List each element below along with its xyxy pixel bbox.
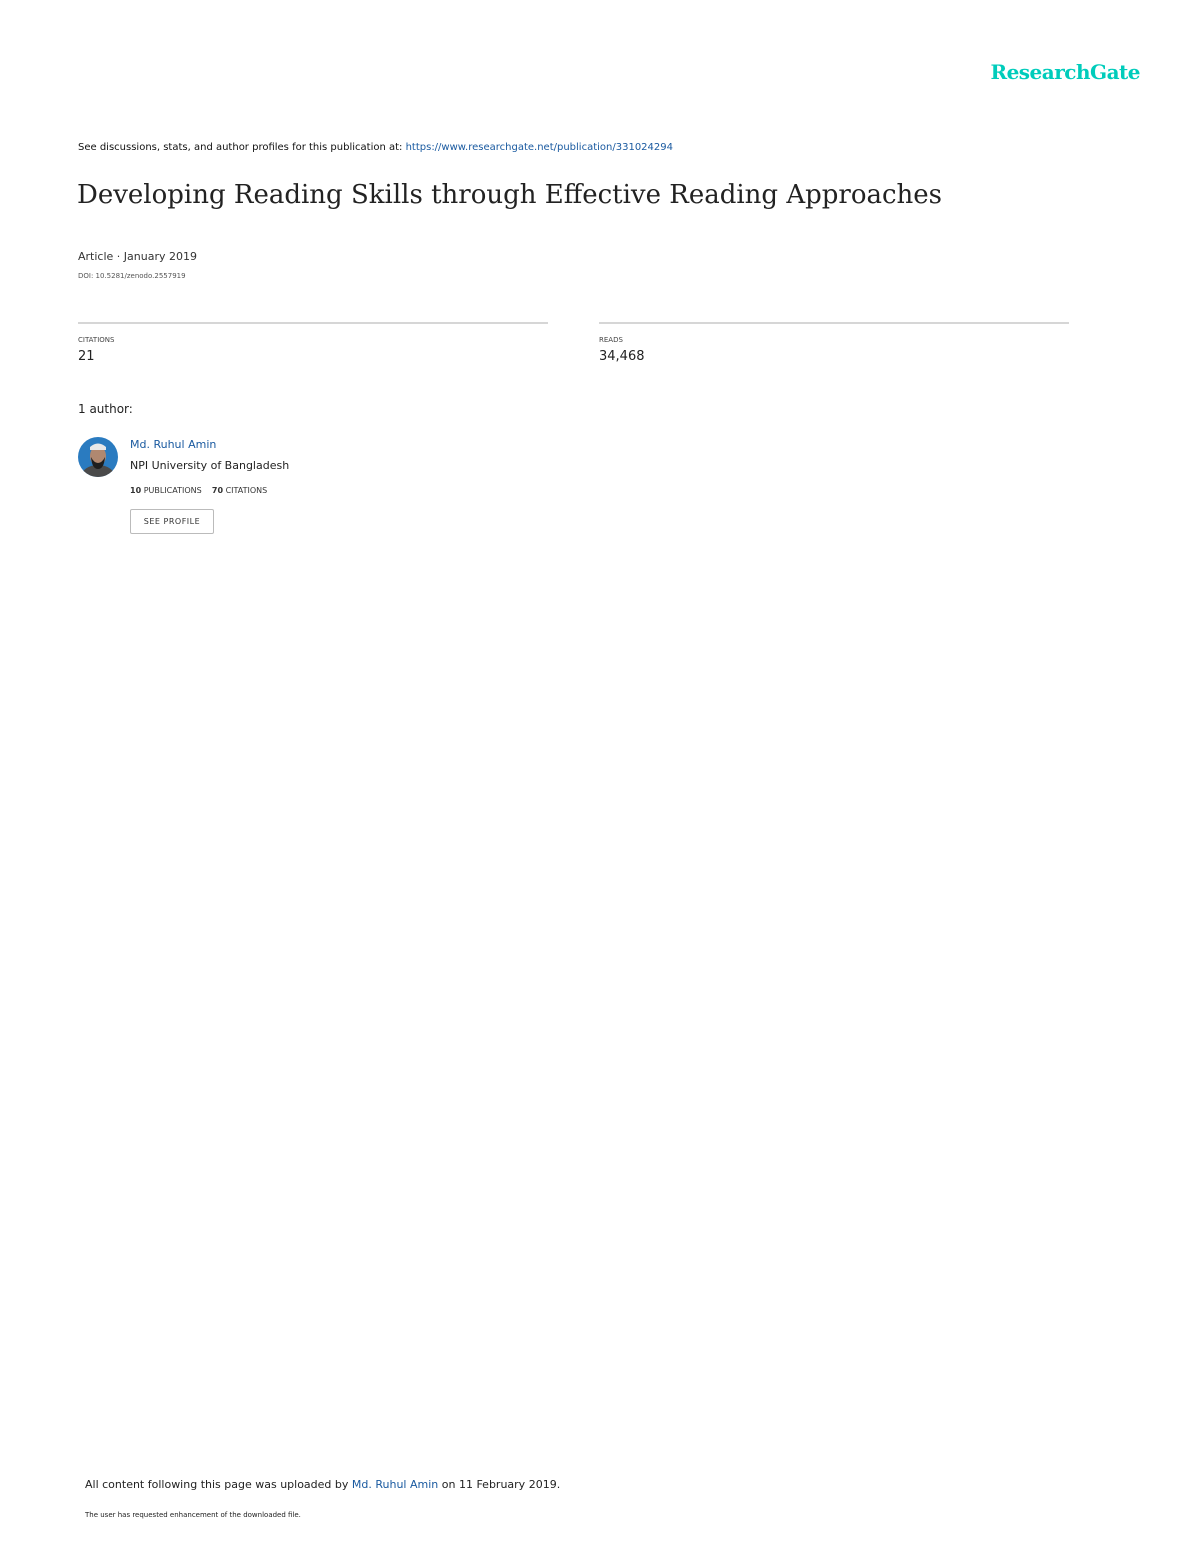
uploaded-notice [85,1478,560,1491]
author-institution: NPI University of Bangladesh [130,459,290,472]
author-stats [130,486,267,495]
see-discussions-text: See discussions, stats, and author profiles for this publication at: [78,142,406,153]
doi-text: DOI: 10.5281/zenodo.2557919 [78,272,186,280]
author-publications-label: PUBLICATIONS [143,486,202,495]
author-citations-label: CITATIONS [225,486,268,495]
citations-label: CITATIONS [78,336,115,344]
reads-value: 34,468 [599,349,645,364]
uploader-link[interactable]: Md. Ruhul Amin [351,1478,439,1491]
author-name-link[interactable]: Md. Ruhul Amin [130,438,217,451]
reads-label: READS [599,336,623,344]
citations-value: 21 [78,349,95,364]
requested-enhancement-note: The user has requested enhancement of the downloaded file. [85,1511,301,1519]
authors-count: 1 author: [78,402,133,416]
researchgate-logo[interactable]: ResearchGate [990,60,1140,84]
see-discussions-line [78,142,673,153]
uploaded-suffix: on 11 February 2019. [438,1478,561,1491]
author-citations-count: 70 [211,486,224,495]
publication-url-link[interactable]: https://www.researchgate.net/publication/331024294 [405,142,673,153]
author-photo-icon [78,437,118,477]
uploaded-prefix: All content following this page was uploaded by [85,1478,352,1491]
article-meta: Article · January 2019 [78,250,197,263]
citations-stat [78,322,548,364]
see-profile-button[interactable]: SEE PROFILE [130,509,214,534]
reads-stat [599,322,1069,364]
publication-title: Developing Reading Skills through Effective Reading Approaches [77,180,943,210]
author-publications-count: 10 [130,486,142,495]
avatar[interactable] [78,437,118,477]
